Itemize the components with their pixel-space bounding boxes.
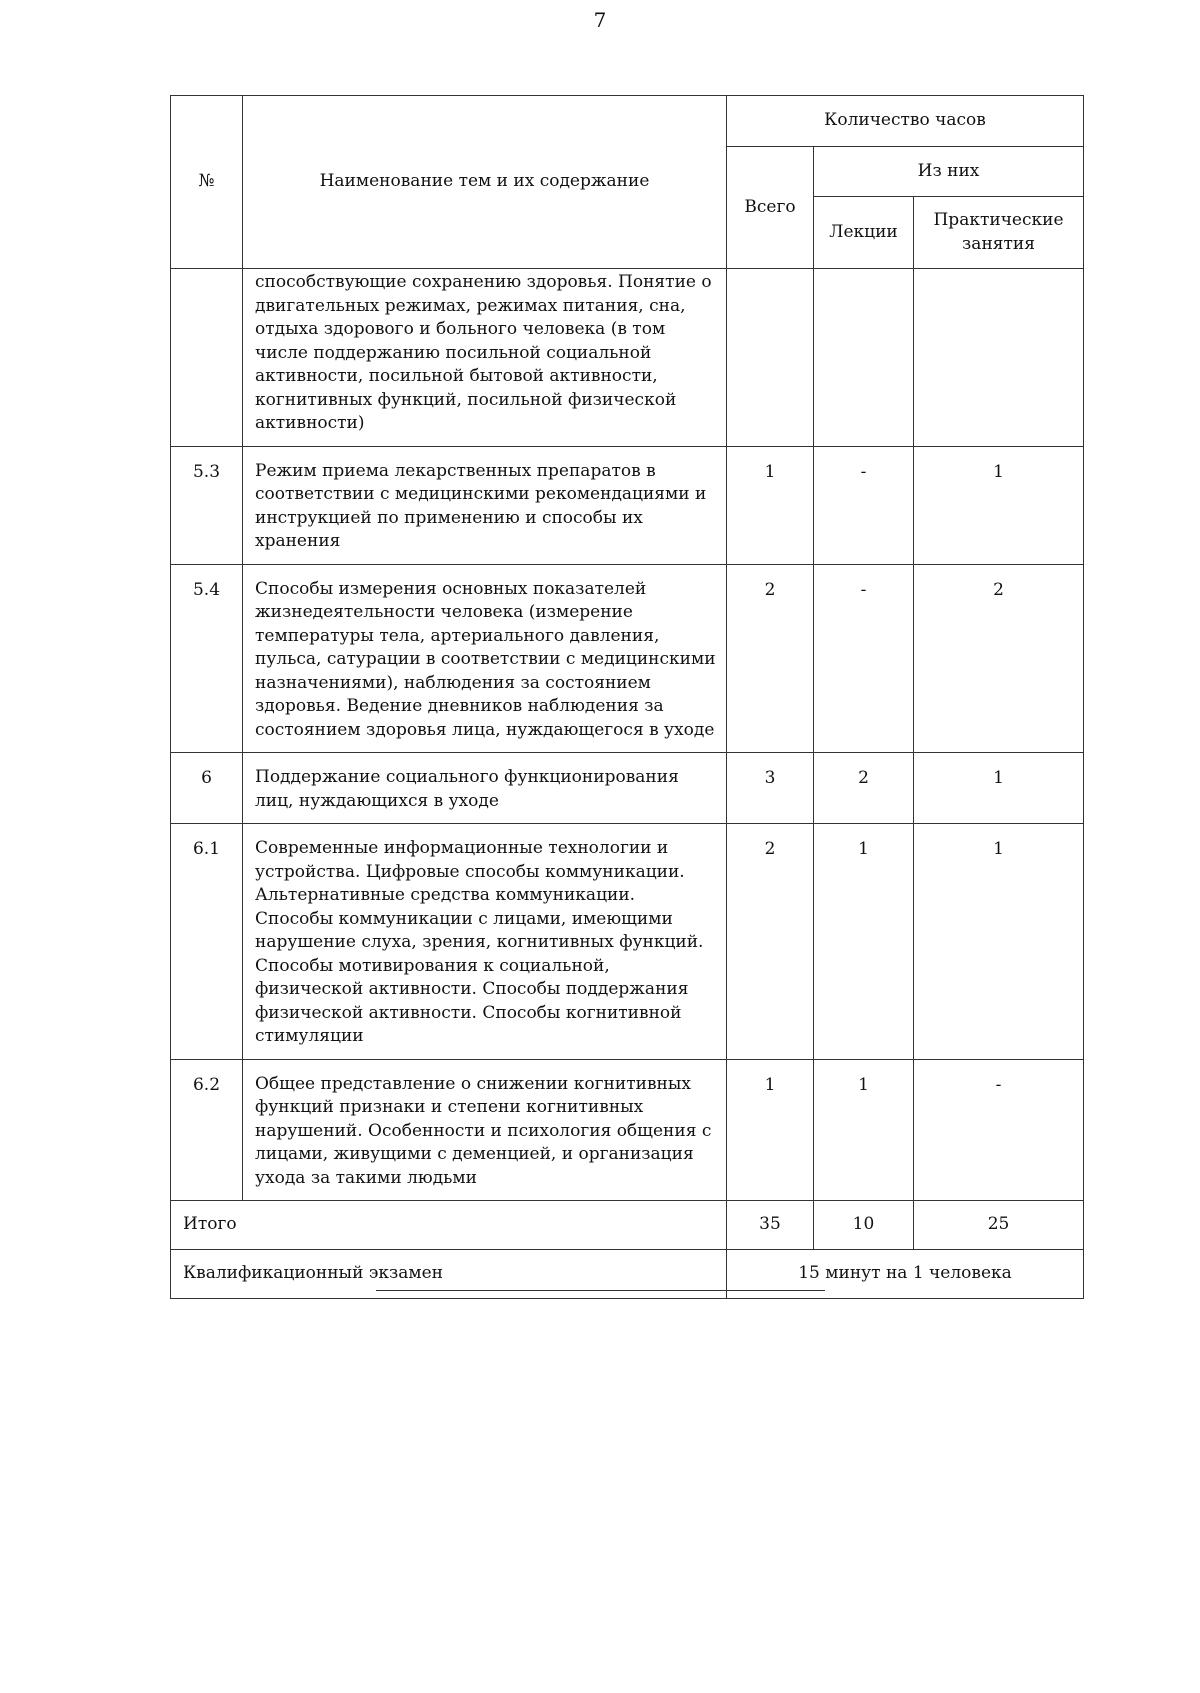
exam-label: Квалификационный экзамен [171, 1250, 727, 1299]
cell-lectures: 1 [814, 1059, 914, 1201]
cell-practice: 1 [914, 824, 1084, 1060]
totals-total: 35 [727, 1201, 814, 1250]
cell-number: 5.3 [171, 446, 243, 564]
header-of-which: Из них [814, 147, 1084, 197]
cell-practice: - [914, 1059, 1084, 1201]
totals-row [171, 1201, 1084, 1250]
cell-practice: 1 [914, 753, 1084, 824]
page-number: 7 [593, 8, 607, 32]
table-row [171, 446, 1084, 564]
exam-row [171, 1250, 1084, 1299]
cell-practice: 1 [914, 446, 1084, 564]
cell-number [171, 269, 243, 447]
cell-total [727, 269, 814, 447]
cell-lectures: 2 [814, 753, 914, 824]
cell-lectures [814, 269, 914, 447]
totals-lectures: 10 [814, 1201, 914, 1250]
header-number: № [171, 96, 243, 269]
cell-lectures: - [814, 446, 914, 564]
cell-total: 2 [727, 824, 814, 1060]
cell-practice: 2 [914, 564, 1084, 753]
header-hours: Количество часов [727, 96, 1084, 147]
cell-total: 1 [727, 1059, 814, 1201]
table-row [171, 1059, 1084, 1201]
cell-topic-name: Поддержание социального функционирования лиц, нуждающихся в уходе [243, 753, 727, 824]
cell-topic-name: Общее представление о снижении когнитивных функций признаки и степени когнитивных нарушений. Особенности и психология общения с лицами, живущими с деменцией, и организация ухода за такими людьми [243, 1059, 727, 1201]
cell-topic-name: Современные информационные технологии и устройства. Цифровые способы коммуникации. Альтернативные средства коммуникации. Способы коммуникации с лицами, имеющими нарушение слуха, зрения, когнитивных функций. Способы мотивирования к социальной, физической активности. Способы поддержания физической активности. Способы когнитивной стимуляции [243, 824, 727, 1060]
cell-topic-name: Способы измерения основных показателей жизнедеятельности человека (измерение температуры тела, артериального давления, пульса, сатурации в соответствии с медицинскими назначениями), наблюдения за состоянием здоровья. Ведение дневников наблюдения за состоянием здоровья лица, нуждающегося в уходе [243, 564, 727, 753]
cell-number: 6 [171, 753, 243, 824]
table-row [171, 564, 1084, 753]
header-topic-name: Наименование тем и их содержание [243, 96, 727, 269]
exam-value: 15 минут на 1 человека [727, 1250, 1084, 1299]
header-practice: Практические занятия [914, 197, 1084, 269]
cell-lectures: 1 [814, 824, 914, 1060]
cell-topic-name: Режим приема лекарственных препаратов в соответствии с медицинскими рекомендациями и инструкцией по применению и способы их хранения [243, 446, 727, 564]
curriculum-table [170, 95, 1084, 1299]
totals-label: Итого [171, 1201, 727, 1250]
cell-total: 3 [727, 753, 814, 824]
header-total: Всего [727, 147, 814, 269]
cell-topic-name: способствующие сохранению здоровья. Понятие о двигательных режимах, режимах питания, сна, отдыха здорового и больного человека (в том числе поддержанию посильной социальной активности, посильной бытовой активности, когнитивных функций, посильной физической активности) [243, 269, 727, 447]
cell-total: 2 [727, 564, 814, 753]
table-row-continuation [171, 269, 1084, 447]
cell-lectures: - [814, 564, 914, 753]
cell-number: 6.1 [171, 824, 243, 1060]
table-row [171, 753, 1084, 824]
table-row [171, 824, 1084, 1060]
end-divider-line [376, 1290, 825, 1291]
cell-number: 5.4 [171, 564, 243, 753]
cell-practice [914, 269, 1084, 447]
header-lectures: Лекции [814, 197, 914, 269]
cell-number: 6.2 [171, 1059, 243, 1201]
totals-practice: 25 [914, 1201, 1084, 1250]
cell-total: 1 [727, 446, 814, 564]
